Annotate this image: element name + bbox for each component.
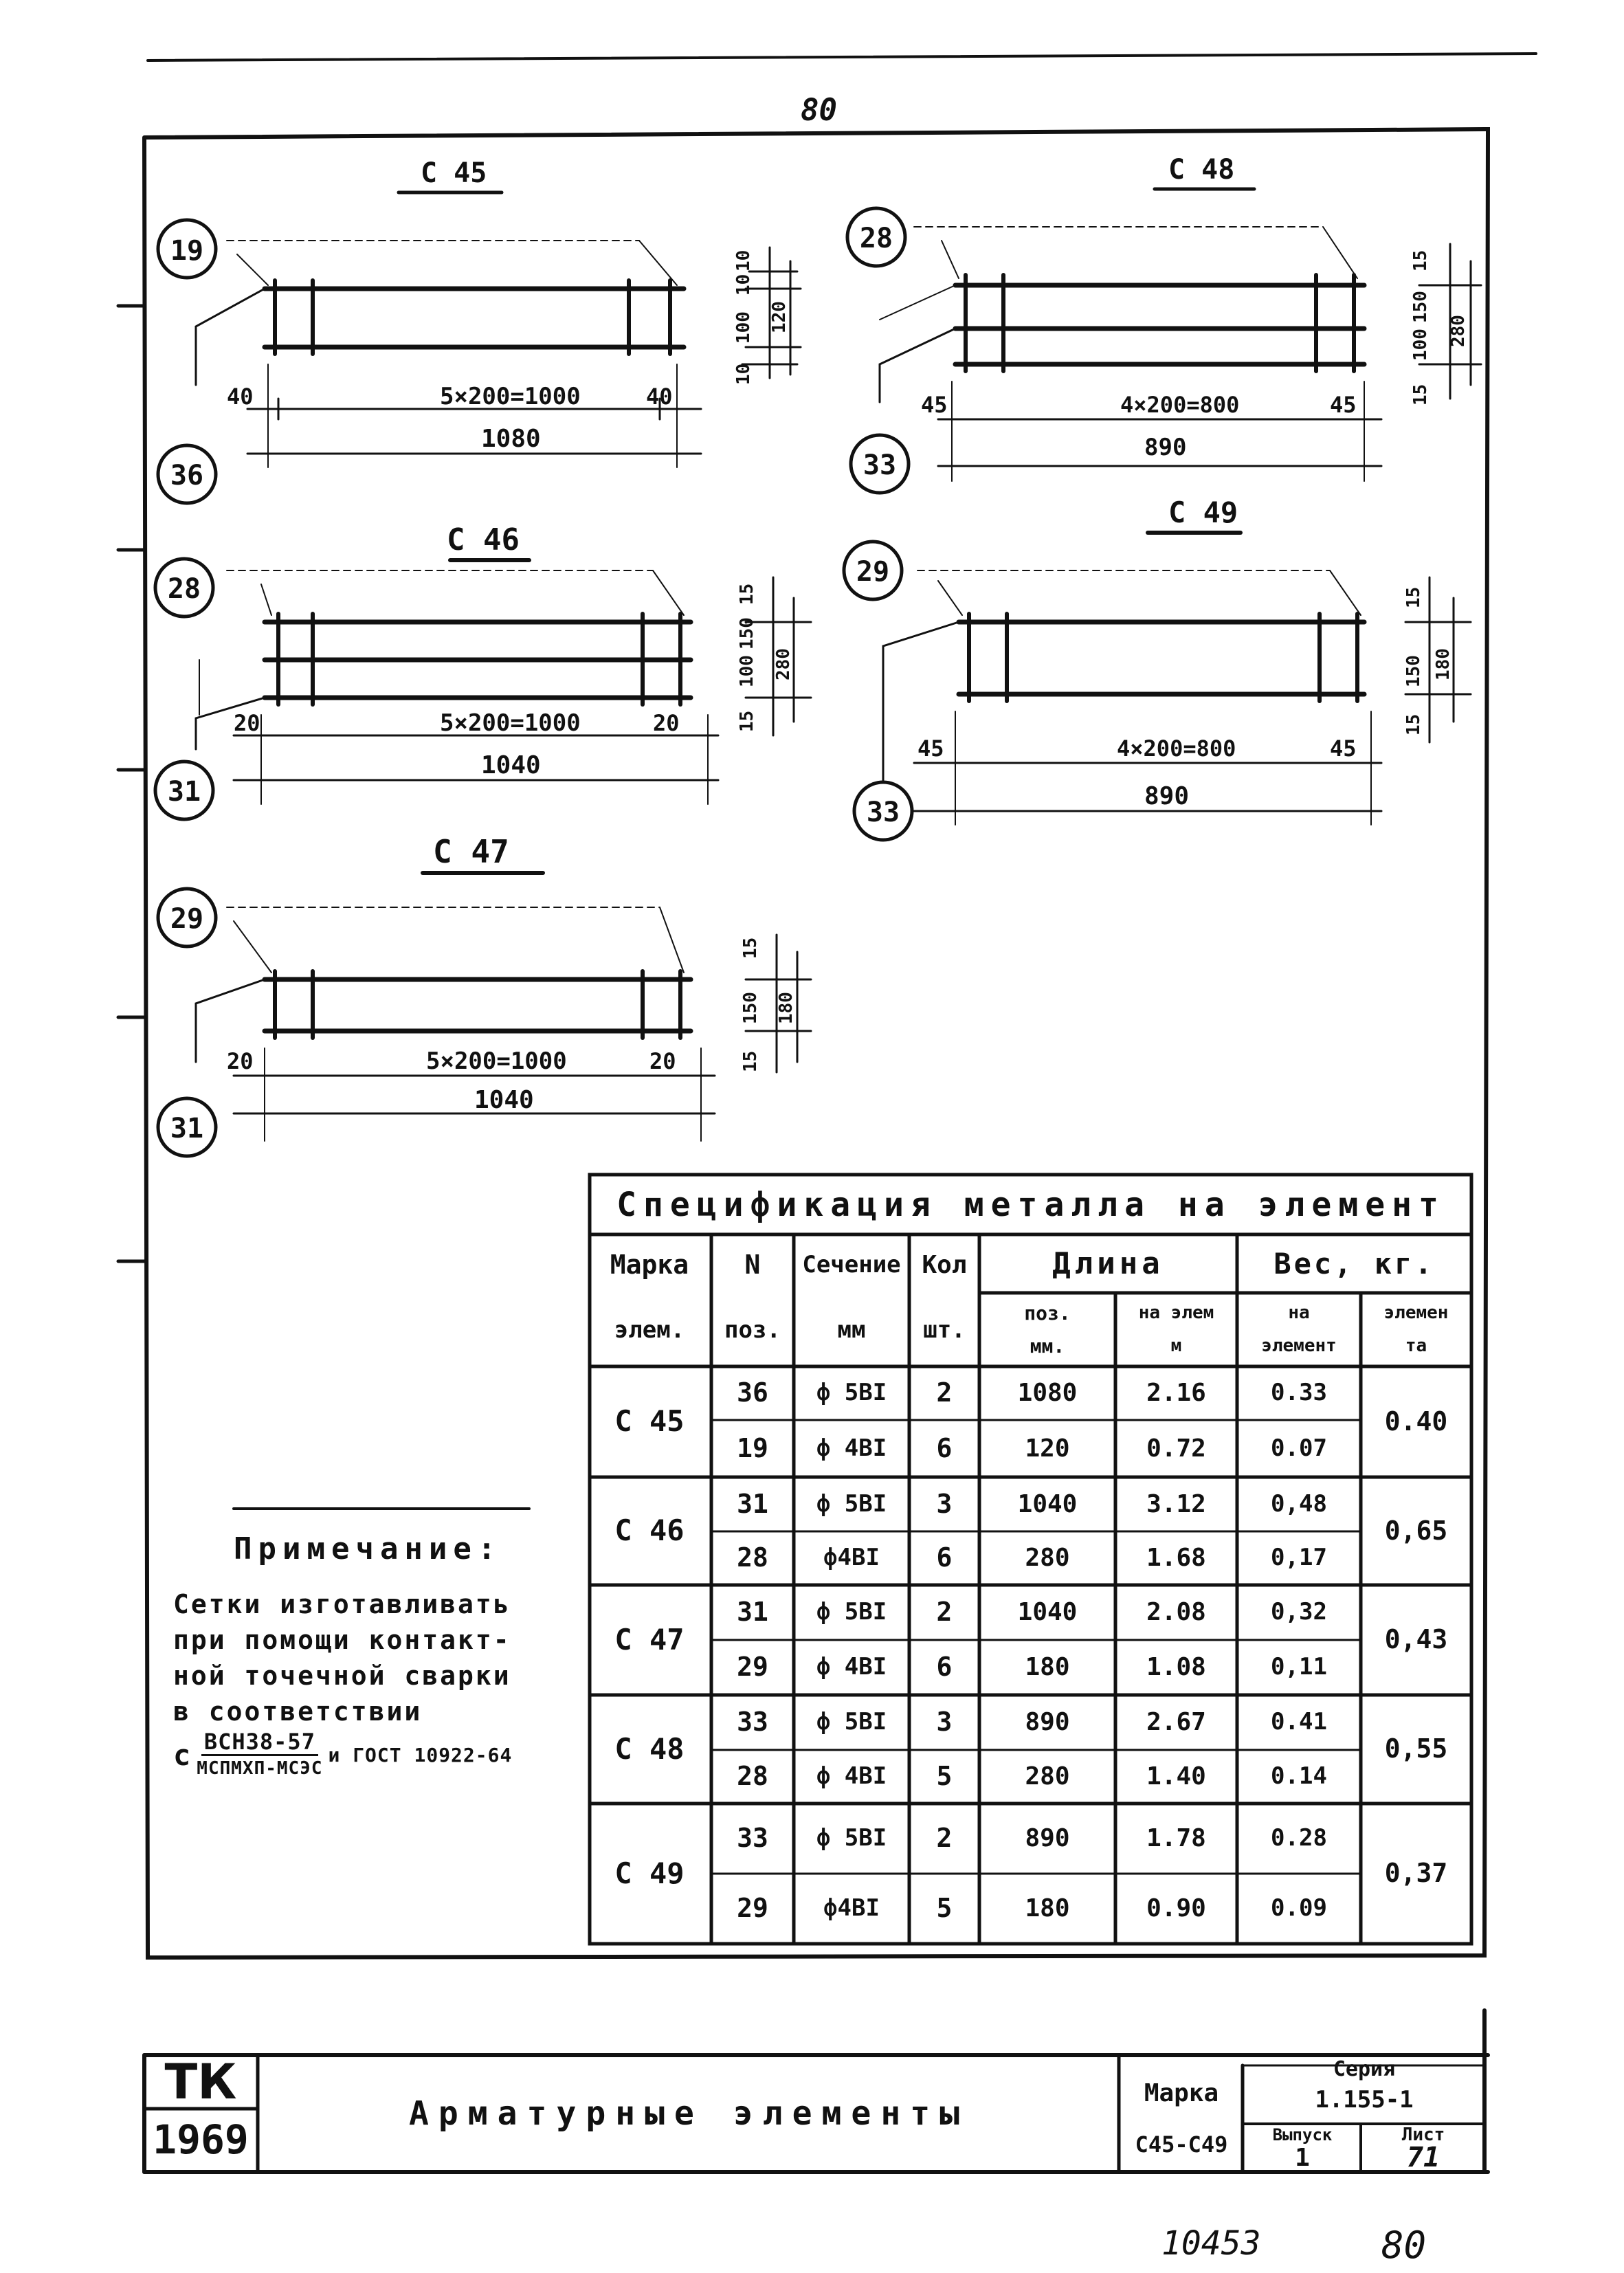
c45-vdim-0: 10 [733, 363, 754, 385]
c47-vdim-3: 180 [776, 992, 797, 1024]
note-std-suffix: и ГОСТ 10922-64 [328, 1743, 513, 1766]
c45-pos-bottom: 36 [170, 460, 204, 491]
spec-cell-len_m: 0.90 [1146, 1894, 1206, 1923]
hdr-section-2: мм [837, 1316, 866, 1344]
c48-dim-mid: 4×200=800 [1120, 392, 1240, 418]
spec-mark: С 45 [614, 1404, 685, 1439]
spec-cell-len_m: 1.78 [1146, 1824, 1206, 1853]
tb-mark-label: Марка [1144, 2078, 1219, 2107]
note-std-prefix: с [173, 1738, 192, 1772]
c46-vdim-3: 15 [737, 710, 757, 732]
spec-cell-pos: 33 [737, 1707, 768, 1738]
tb-year: 1969 [153, 2116, 249, 2163]
c47-dim-mid: 5×200=1000 [426, 1047, 567, 1075]
hdr-weight-per-2: элемент [1261, 1335, 1337, 1357]
spec-cell-pos: 28 [737, 1761, 768, 1792]
spec-cell-weight: 0,48 [1271, 1489, 1327, 1518]
spec-cell-pos: 33 [737, 1823, 768, 1854]
spec-cell-weight: 0.41 [1271, 1708, 1327, 1736]
c49-title: С 49 [1168, 496, 1238, 529]
spec-mark: С 47 [614, 1622, 685, 1656]
spec-total: 0,55 [1384, 1733, 1448, 1764]
spec-cell-pos: 31 [737, 1488, 768, 1519]
bottom-number-archive: 10453 [1161, 2224, 1261, 2263]
spec-cell-weight: 0.14 [1271, 1762, 1327, 1790]
hdr-weight: Вес, кг. [1273, 1247, 1435, 1281]
spec-cell-len_m: 1.08 [1146, 1653, 1206, 1682]
hdr-pos-1: N [744, 1249, 761, 1280]
c45-vdim-3: 120 [769, 301, 790, 333]
note-heading: Примечание: [234, 1531, 502, 1566]
spec-cell-weight: 0.07 [1271, 1434, 1327, 1462]
spec-cell-len_m: 2.08 [1146, 1598, 1206, 1627]
spec-cell-section: ф 5ВI [816, 1708, 887, 1736]
spec-cell-qty: 2 [936, 1597, 953, 1628]
spec-cell-section: ф 4ВI [816, 1434, 887, 1462]
spec-mark: С 48 [614, 1731, 685, 1766]
hdr-section-1: Сечение [802, 1250, 901, 1278]
c46-vdim-0: 15 [737, 583, 757, 605]
spec-cell-len_mm: 280 [1025, 1762, 1070, 1791]
spec-cell-qty: 6 [936, 1652, 953, 1683]
spec-cell-len_mm: 1080 [1017, 1379, 1078, 1408]
c45-dim-right: 40 [646, 384, 673, 410]
c46-dim-left: 20 [234, 710, 260, 736]
spec-cell-section: ф 4ВI [816, 1653, 887, 1681]
spec-cell-weight: 0.28 [1271, 1824, 1327, 1852]
c45-vdim-2: 10 [733, 250, 754, 271]
c47-vdim-1: 150 [740, 992, 761, 1024]
c49-dim-mid: 4×200=800 [1117, 735, 1236, 762]
spec-cell-weight: 0,11 [1271, 1653, 1327, 1681]
spec-total: 0.40 [1384, 1406, 1448, 1437]
c49-vdim-1: 150 [1403, 655, 1424, 687]
c48-pos-bottom: 33 [863, 450, 897, 481]
note-standards [173, 1729, 599, 1781]
note-std-fraction [197, 1729, 322, 1781]
spec-cell-len_mm: 120 [1025, 1434, 1070, 1463]
hdr-weight-per-1: на [1288, 1302, 1310, 1324]
hdr-weight-elem-2: та [1405, 1335, 1427, 1357]
c47-dim-right: 20 [649, 1048, 676, 1074]
hdr-qty-2: шт. [923, 1316, 966, 1344]
c48-vdim-4: 280 [1448, 315, 1469, 347]
spec-cell-qty: 3 [936, 1707, 953, 1738]
spec-cell-section: ф 4ВI [816, 1762, 887, 1790]
c49-vdim-2: 15 [1403, 713, 1424, 735]
spec-cell-len_m: 0.72 [1146, 1434, 1206, 1463]
hdr-len-pos-2: мм. [1030, 1335, 1065, 1358]
spec-cell-len_mm: 280 [1025, 1544, 1070, 1573]
spec-table [588, 1173, 1474, 1947]
spec-cell-weight: 0,32 [1271, 1598, 1327, 1626]
spec-cell-len_m: 1.40 [1146, 1762, 1206, 1791]
spec-cell-qty: 3 [936, 1488, 953, 1519]
spec-cell-pos: 29 [737, 1652, 768, 1683]
tb-mark-value: С45-С49 [1135, 2131, 1228, 2158]
spec-cell-qty: 6 [936, 1542, 953, 1573]
spec-cell-qty: 2 [936, 1823, 953, 1854]
spec-cell-len_mm: 890 [1025, 1708, 1070, 1737]
c48-vdim-2: 150 [1410, 291, 1431, 323]
c45-vdim-4: 10 [733, 274, 754, 296]
bottom-number-page: 80 [1381, 2224, 1427, 2267]
spec-cell-section: ф 5ВI [816, 1489, 887, 1518]
spec-cell-pos: 28 [737, 1542, 768, 1573]
c47-pos-bottom: 31 [170, 1113, 204, 1144]
note [173, 1531, 599, 1781]
c46-title: С 46 [447, 522, 520, 557]
spec-total: 0,43 [1384, 1624, 1448, 1655]
hdr-mark-2: элем. [614, 1316, 685, 1344]
hdr-weight-elem-1: элемен [1383, 1302, 1449, 1324]
spec-cell-qty: 6 [936, 1432, 953, 1463]
c45-dim-left: 40 [227, 384, 254, 410]
c48-dim-total: 890 [1144, 434, 1187, 461]
c46-pos-bottom: 31 [167, 776, 201, 808]
hdr-length: Длина [1052, 1246, 1164, 1282]
c47-title: С 47 [433, 833, 509, 870]
spec-cell-len_mm: 1040 [1017, 1489, 1078, 1518]
c49-pos-top: 29 [856, 556, 890, 588]
spec-cell-weight: 0.09 [1271, 1894, 1327, 1922]
c47-dim-total: 1040 [474, 1086, 534, 1114]
c46-pos-top: 28 [167, 573, 201, 605]
tb-issue-label: Выпуск [1272, 2125, 1333, 2144]
spec-cell-qty: 5 [936, 1761, 953, 1792]
spec-cell-len_m: 2.16 [1146, 1379, 1206, 1408]
c48-pos-top: 28 [859, 223, 893, 254]
spec-mark: С 49 [614, 1856, 685, 1890]
spec-cell-weight: 0.33 [1271, 1379, 1327, 1407]
c46-vdim-1: 100 [737, 655, 757, 687]
c46-dim-total: 1040 [481, 751, 541, 779]
c48-vdim-0: 15 [1410, 250, 1431, 271]
page-top-number: 80 [801, 93, 837, 128]
tb-title: Арматурные элементы [408, 2094, 970, 2133]
spec-cell-pos: 36 [737, 1377, 768, 1408]
spec-cell-pos: 29 [737, 1893, 768, 1924]
c46-dim-right: 20 [653, 710, 680, 736]
hdr-len-elem-1: на элем [1138, 1302, 1214, 1324]
note-line-3: ной точечной сварки [173, 1661, 511, 1691]
spec-mark: С 46 [614, 1514, 685, 1548]
c49-dim-left: 45 [917, 735, 944, 762]
spec-cell-section: ф 5ВI [816, 1379, 887, 1407]
spec-cell-pos: 31 [737, 1597, 768, 1628]
spec-cell-len_mm: 1040 [1017, 1598, 1078, 1627]
spec-total: 0,65 [1384, 1515, 1448, 1546]
spec-cell-qty: 5 [936, 1893, 953, 1924]
spec-cell-len_m: 1.68 [1146, 1544, 1206, 1573]
tb-series-label: Серия [1333, 2056, 1396, 2081]
tb-issue-value: 1 [1295, 2143, 1310, 2172]
spec-cell-section: ф4ВI [823, 1894, 880, 1922]
c48-dim-left: 45 [921, 392, 948, 418]
c47-dim-left: 20 [227, 1048, 254, 1074]
c49-dim-total: 890 [1144, 782, 1190, 810]
hdr-qty-1: Кол [922, 1250, 967, 1279]
note-line-2: при помощи контакт- [173, 1625, 511, 1655]
spec-cell-section: ф 5ВI [816, 1824, 887, 1852]
c45-dim-total: 1080 [481, 425, 541, 453]
c46-dim-mid: 5×200=1000 [440, 709, 581, 737]
hdr-pos-2: поз. [724, 1316, 781, 1344]
spec-cell-section: ф4ВI [823, 1544, 880, 1572]
spec-total: 0,37 [1384, 1858, 1448, 1889]
spec-cell-pos: 19 [737, 1432, 768, 1463]
note-std-num: ВСН38-57 [201, 1729, 318, 1756]
c47-vdim-2: 15 [740, 1050, 761, 1072]
spec-cell-len_mm: 180 [1025, 1894, 1070, 1923]
c49-pos-bottom: 33 [866, 797, 900, 828]
tb-sheet-value: 71 [1406, 2142, 1441, 2173]
spec-cell-qty: 2 [936, 1377, 953, 1408]
spec-cell-len_mm: 890 [1025, 1824, 1070, 1853]
c48-dim-right: 45 [1330, 392, 1357, 418]
spec-cell-weight: 0,17 [1271, 1544, 1327, 1572]
c45-pos-top: 19 [170, 235, 204, 267]
c45-vdim-1: 100 [733, 311, 754, 344]
note-std-den: МСПМХП-МСЭС [197, 1758, 323, 1779]
c47-vdim-0: 15 [740, 937, 761, 959]
hdr-len-elem-2: м [1170, 1335, 1182, 1357]
tb-org: ТК [164, 2054, 237, 2110]
note-line-4: в соответствии [173, 1696, 423, 1727]
spec-cell-len_m: 3.12 [1146, 1489, 1206, 1518]
c48-vdim-3: 15 [1410, 384, 1431, 406]
c48-vdim-1: 100 [1410, 329, 1431, 361]
tb-sheet-label: Лист [1401, 2125, 1445, 2145]
tb-series-value: 1.155-1 [1315, 2086, 1414, 2114]
spec-cell-len_mm: 180 [1025, 1653, 1070, 1682]
c49-vdim-0: 15 [1403, 586, 1424, 608]
c47-pos-top: 29 [170, 903, 204, 935]
hdr-len-pos-1: поз. [1024, 1302, 1071, 1325]
c45-title: С 45 [421, 157, 487, 189]
c46-vdim-2: 150 [737, 617, 757, 650]
spec-title: Спецификация металла на элемент [616, 1186, 1445, 1225]
c48-title: С 48 [1168, 154, 1235, 186]
c49-dim-right: 45 [1330, 735, 1357, 762]
c49-vdim-3: 180 [1433, 648, 1454, 680]
c45-dim-mid: 5×200=1000 [440, 383, 581, 410]
spec-cell-len_m: 2.67 [1146, 1708, 1206, 1737]
note-line-1: Сетки изготавливать [173, 1589, 511, 1619]
hdr-mark-1: Марка [610, 1249, 689, 1280]
c46-vdim-4: 280 [773, 648, 794, 680]
spec-cell-section: ф 5ВI [816, 1598, 887, 1626]
